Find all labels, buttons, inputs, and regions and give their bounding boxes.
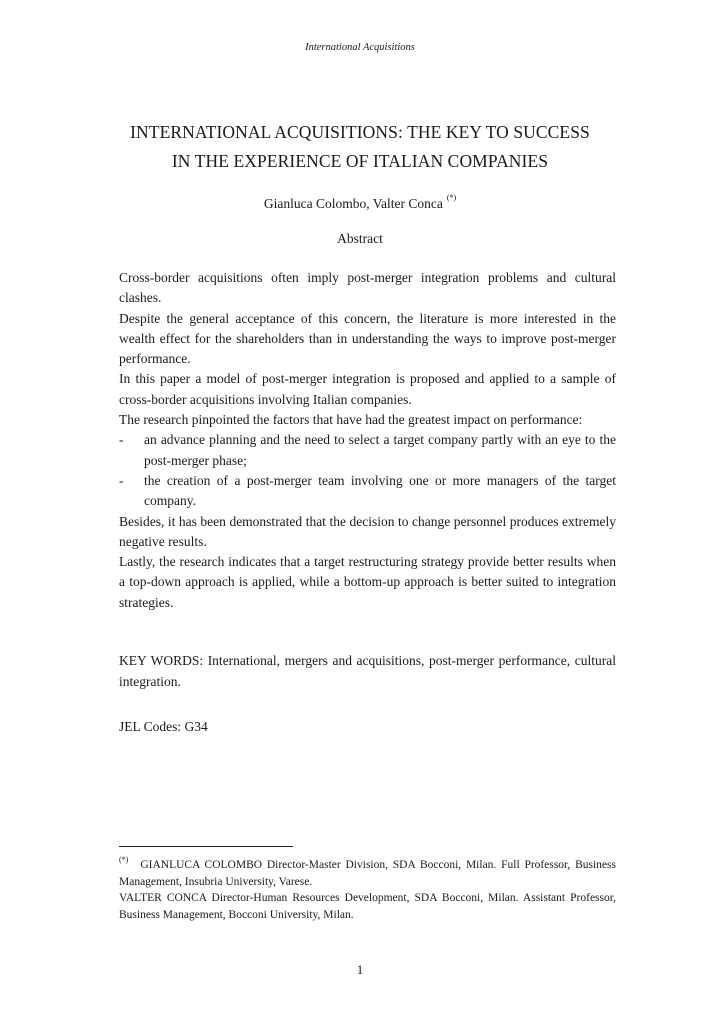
abstract-paragraph: In this paper a model of post-merger integration is proposed and applied to a sample of cross-border acquisitions involving Italian companies. [119, 371, 616, 407]
abstract-paragraph: Besides, it has been demonstrated that the decision to change personnel produces extremely negative results. [119, 513, 616, 549]
title-line-2: IN THE EXPERIENCE OF ITALIAN COMPANIES [171, 151, 549, 171]
footnote-line [119, 852, 616, 890]
abstract-paragraph: Lastly, the research indicates that a target restructuring strategy provide better results when a top-down approach is applied, while a bottom-up approach is better suited to integration strategies. [119, 554, 616, 610]
bullet-dash: - [119, 472, 124, 488]
footnote-divider [119, 846, 293, 847]
abstract-paragraph: Despite the general acceptance of this concern, the literature is more interested in the wealth effect for the shareholders than in understanding the ways to improve post-merger performance. [119, 310, 616, 367]
list-item [119, 471, 616, 512]
footnote [119, 852, 616, 923]
abstract-heading: Abstract [337, 231, 383, 246]
footnote-marker: (*) [119, 855, 129, 864]
page-number: 1 [356, 962, 364, 977]
bullet-text: the creation of a post-merger team involving one or more managers of the target company. [144, 472, 616, 509]
keywords: KEY WORDS: International, mergers and acquisitions, post-merger performance, cultural integration. [119, 653, 616, 689]
abstract-paragraph: Cross-border acquisitions often imply post-merger integration problems and cultural clashes. [119, 270, 616, 306]
author-names: Gianluca Colombo, Valter Conca [263, 196, 443, 211]
authors [0, 193, 720, 212]
paper-title [0, 118, 720, 176]
bullet-text: an advance planning and the need to select a target company partly with an eye to the post-merger phase; [144, 432, 616, 468]
running-header: International Acquisitions [305, 42, 415, 53]
footnote-text: VALTER CONCA Director-Human Resources Development, SDA Bocconi, Milan. Assistant Professor, Business Management, Bocconi University, Milan. [119, 892, 616, 921]
list-item [119, 430, 616, 471]
footnote-text: GIANLUCA COLOMBO Director-Master Division, SDA Bocconi, Milan. Full Professor, Business Management, Insubria University, Varese. [119, 859, 616, 888]
abstract-body [119, 268, 616, 613]
footnote-line [119, 890, 616, 923]
abstract-paragraph: The research pinpointed the factors that have had the greatest impact on performance: [119, 412, 583, 428]
title-line-1: INTERNATIONAL ACQUISITIONS: THE KEY TO SUCCESS [130, 122, 590, 142]
author-footnote-marker: (*) [446, 193, 457, 202]
bullet-dash: - [119, 432, 124, 448]
jel-codes: JEL Codes: G34 [119, 719, 208, 734]
